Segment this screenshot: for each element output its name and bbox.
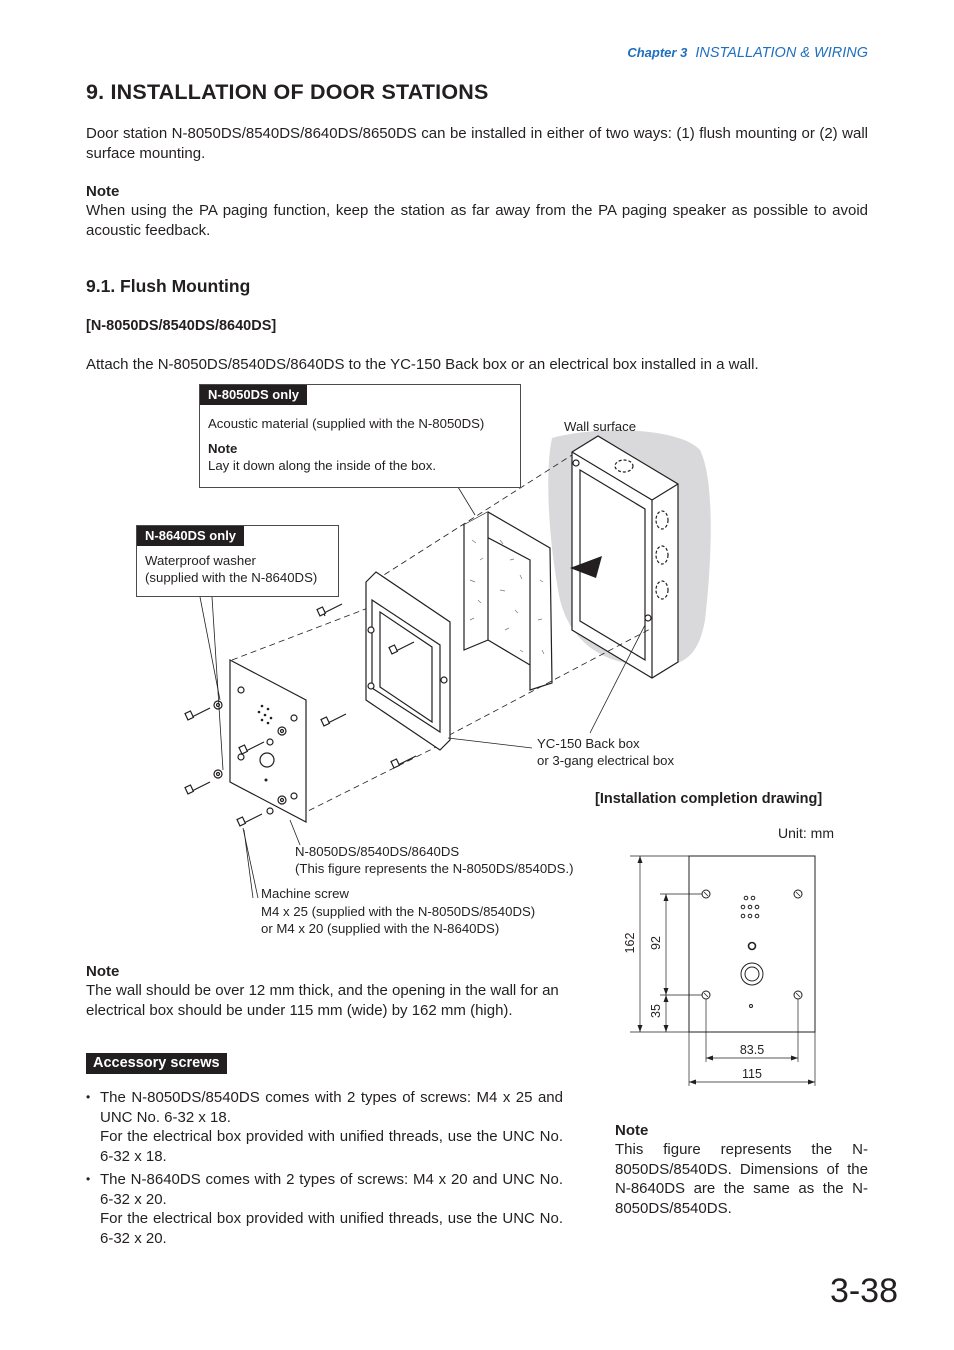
completion-unit: Unit: mm	[778, 825, 834, 841]
label-station-line2: (This figure represents the N-8050DS/8540DS.)	[295, 861, 574, 876]
accessory-item-1-line2: For the electrical box provided with unified threads, use the UNC No. 6-32 x 18.	[100, 1128, 563, 1165]
note1-text: When using the PA paging function, keep the station as far away from the PA paging speaker as possible to avoid acoustic feedback.	[86, 202, 868, 239]
callout-acoustic-note: Note	[208, 441, 238, 456]
label-screw-line1: Machine screw	[261, 886, 349, 901]
dim-83-5: 83.5	[739, 1043, 765, 1057]
list-item	[86, 1170, 563, 1248]
mounting-frame-drawing	[366, 572, 450, 750]
note1-heading: Note	[86, 183, 120, 200]
label-screw-line3: or M4 x 20 (supplied with the N-8640DS)	[261, 921, 500, 936]
completion-heading: [Installation completion drawing]	[595, 791, 823, 807]
label-backbox-line1: YC-150 Back box	[537, 736, 640, 751]
accessory-item-2-line2: For the electrical box provided with unified threads, use the UNC No. 6-32 x 20.	[100, 1210, 563, 1247]
callout-washer-line1: Waterproof washer	[145, 553, 256, 568]
acoustic-material-drawing	[464, 512, 552, 690]
dim-35: 35	[649, 1004, 663, 1018]
note3-text: This figure represents the N-8050DS/8540DS. Dimensions of the N-8640DS are the same as the N-8050DS/8540DS.	[615, 1141, 868, 1217]
accessory-item-2-line1: The N-8640DS comes with 2 types of screws: M4 x 20 and UNC No. 6-32 x 20.	[100, 1171, 563, 1208]
list-item	[86, 1088, 563, 1166]
accessory-item-1-line1: The N-8050DS/8540DS comes with 2 types of screws: M4 x 25 and UNC No. 6-32 x 18.	[100, 1089, 563, 1126]
note2-text: The wall should be over 12 mm thick, and the opening in the wall for an electrical box should be under 115 mm (wide) by 162 mm (high).	[86, 982, 559, 1019]
callout-waterproof-washer	[136, 525, 339, 597]
subsection-title: 9.1. Flush Mounting	[86, 276, 251, 296]
note3-heading: Note	[615, 1122, 649, 1139]
tag-accessory-screws: Accessory screws	[86, 1053, 227, 1074]
chapter-label: Chapter 3	[627, 45, 688, 60]
note2-heading: Note	[86, 963, 120, 980]
models-heading: [N-8050DS/8540DS/8640DS]	[86, 318, 277, 334]
page-number: 3-38	[829, 1272, 898, 1310]
callout-washer-line2: (supplied with the N-8640DS)	[145, 570, 318, 585]
intro-paragraph: Door station N-8050DS/8540DS/8640DS/8650DS can be installed in either of two ways: (1) flush mounting or (2) wall surface mounting.	[86, 125, 868, 162]
accessory-list	[86, 1088, 563, 1252]
label-backbox-line2: or 3-gang electrical box	[537, 753, 675, 768]
tag-n8640ds-only: N-8640DS only	[137, 526, 244, 546]
callout-acoustic-line2: Lay it down along the inside of the box.	[208, 458, 437, 473]
label-screw-line2: M4 x 25 (supplied with the N-8050DS/8540DS)	[261, 904, 536, 919]
callout-acoustic-line1: Acoustic material (supplied with the N-8050DS)	[208, 416, 485, 431]
page-title: 9. INSTALLATION OF DOOR STATIONS	[86, 80, 489, 104]
dim-162: 162	[623, 932, 637, 954]
label-station-line1: N-8050DS/8540DS/8640DS	[295, 844, 460, 859]
completion-drawing	[620, 850, 840, 1090]
tag-n8050ds-only: N-8050DS only	[200, 385, 307, 405]
callout-acoustic-material	[199, 384, 521, 488]
label-wall-surface: Wall surface	[564, 419, 637, 434]
attach-text: Attach the N-8050DS/8540DS/8640DS to the YC-150 Back box or an electrical box installed in a wall.	[86, 356, 759, 373]
chapter-section: INSTALLATION & WIRING	[695, 45, 868, 61]
dim-115: 115	[742, 1067, 762, 1081]
dim-92: 92	[649, 936, 663, 950]
